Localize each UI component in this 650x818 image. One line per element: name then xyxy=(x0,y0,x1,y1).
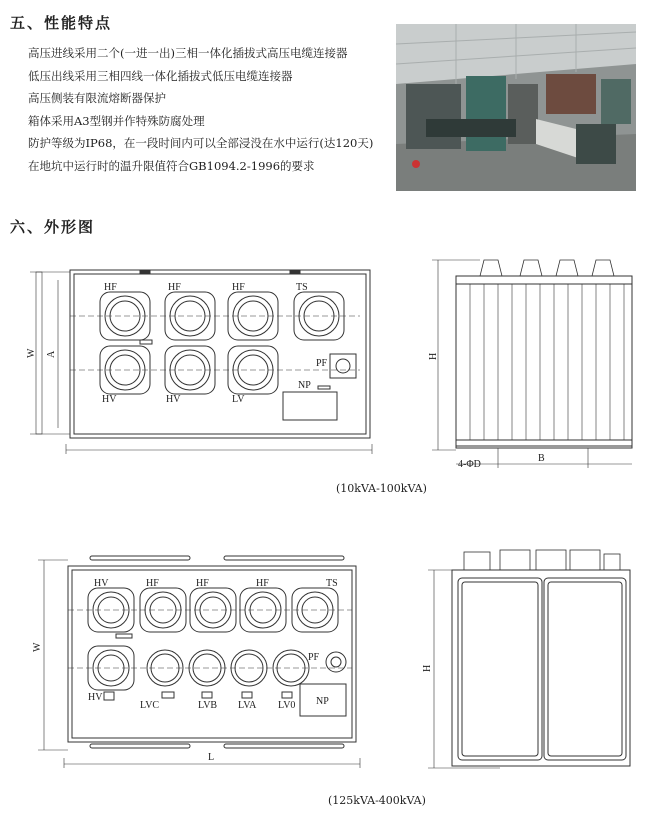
feature-item: 防护等级为IP68，在一段时间内可以全部浸没在水中运行(达120天) xyxy=(28,136,374,150)
feature-list xyxy=(28,42,373,177)
outline-drawing-small xyxy=(0,240,650,540)
label-pf: PF xyxy=(316,358,328,369)
label-l: L xyxy=(208,752,215,763)
pf-valve xyxy=(326,652,346,672)
label-hv: HV xyxy=(166,394,181,405)
feature-item: 低压出线采用三相四线一体化插拔式低压电缆连接器 xyxy=(28,68,293,83)
caption-large: (125kVA-400kVA) xyxy=(328,794,426,807)
tank-plan-outline xyxy=(70,270,370,438)
bushing-top xyxy=(464,550,620,570)
label-a: A xyxy=(46,350,57,358)
label-hv: HV xyxy=(88,692,103,703)
label-np: NP xyxy=(316,696,329,707)
outline-drawing-large xyxy=(0,540,650,790)
bushing-top xyxy=(480,260,614,276)
label-hf: HF xyxy=(232,282,245,293)
section-6-title: 六、外形图 xyxy=(10,218,96,236)
label-hf: HF xyxy=(146,578,159,589)
label-np: NP xyxy=(298,380,311,391)
tank-side-outline xyxy=(452,570,630,766)
label-pf: PF xyxy=(308,652,320,663)
tank-side-outline xyxy=(456,276,632,446)
label-d: 4-ΦD xyxy=(458,459,481,470)
label-h: H xyxy=(422,664,433,672)
label-hf: HF xyxy=(168,282,181,293)
label-b: B xyxy=(538,453,545,464)
label-hv: HV xyxy=(94,578,109,589)
label-hv: HV xyxy=(102,394,117,405)
label-lva: LVA xyxy=(238,700,257,711)
label-w: W xyxy=(32,642,43,652)
label-lvb: LVB xyxy=(198,700,218,711)
label-hf: HF xyxy=(104,282,117,293)
feature-item: 在地坑中运行时的温升限值符合GB1094.2-1996的要求 xyxy=(28,158,315,173)
label-h: H xyxy=(428,352,439,360)
label-lv: LV xyxy=(232,394,245,405)
label-lvc: LVC xyxy=(140,700,160,711)
label-w: W xyxy=(26,348,37,358)
pf-valve xyxy=(330,354,356,378)
label-ts: TS xyxy=(326,578,338,589)
label-ts: TS xyxy=(296,282,308,293)
np-nameplate xyxy=(283,392,337,420)
feature-item: 箱体采用A3型钢并作特殊防腐处理 xyxy=(28,113,205,128)
label-hf: HF xyxy=(196,578,209,589)
feature-item: 高压进线采用二个(一进一出)三相一体化插拔式高压电缆连接器 xyxy=(28,46,348,60)
feature-item: 高压侧装有限流熔断器保护 xyxy=(28,91,166,105)
label-hf: HF xyxy=(256,578,269,589)
factory-photo xyxy=(396,24,636,191)
caption-small: (10kVA-100kVA) xyxy=(336,482,427,495)
section-5-title: 五、性能特点 xyxy=(10,14,113,32)
label-lv0: LV0 xyxy=(278,700,296,711)
